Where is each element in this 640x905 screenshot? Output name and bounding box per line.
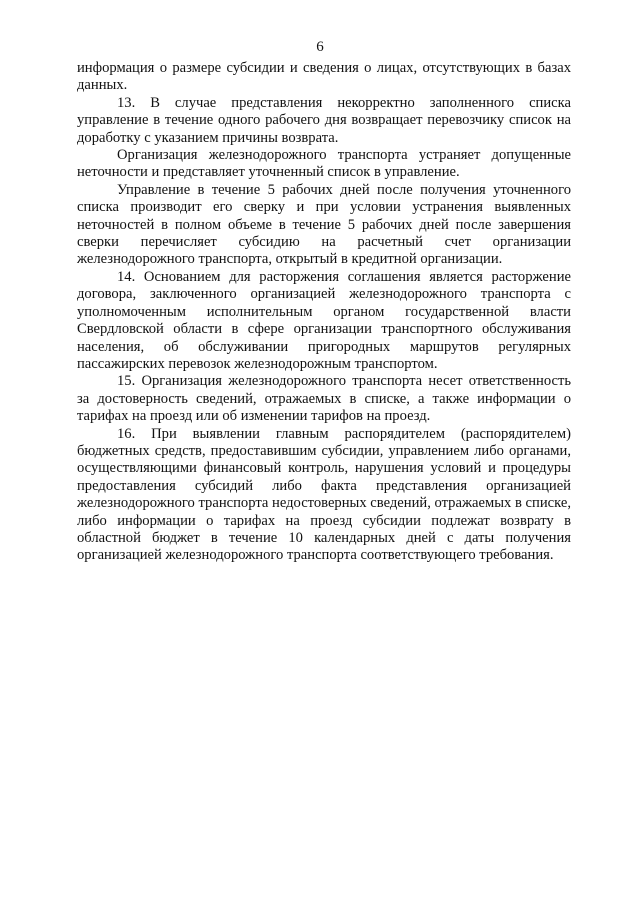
paragraph-corrections: Организация железнодорожного транспорта устраняет допущенные неточности и представляет уточненный список в управление. [77, 147, 571, 181]
page-number: 6 [316, 39, 324, 55]
paragraph-item-15: 15. Организация железнодорожного транспорта несет ответственность за достоверность сведений, отражаемых в списке, а также информации о тарифах на проезд или об изменении тарифов на проезд. [77, 373, 571, 425]
paragraph-verification: Управление в течение 5 рабочих дней после получения уточненного списка производит его сверку и при условии устранения выявленных неточностей в полном объеме в течение 5 рабочих дней после завершения сверки перечисляет субсидию на расчетный счет организации железнодорожного транспорта, открытый в кредитной организации. [77, 181, 571, 268]
paragraph-item-14: 14. Основанием для расторжения соглашения является расторжение договора, заключенного организацией железнодорожного транспорта с уполномоченным исполнительным органом государственной власти Свердловской области в сфере организации транспортного обслуживания населения, об обслуживании пригородных маршрутов регулярных пассажирских перевозок железнодорожным транспортом. [77, 268, 571, 372]
paragraph-continuation: информация о размере субсидии и сведения о лицах, отсутствующих в базах данных. [77, 60, 571, 94]
paragraph-item-16: 16. При выявлении главным распорядителем (распорядителем) бюджетных средств, предоставившим субсидии, управлением либо органами, осуществляющими финансовый контроль, нарушения условий и процедуры предоставления субсидий либо факта представления организацией железнодорожного транспорта недостоверных сведений, отражаемых в списке, либо информации о тарифах на проезд субсидии подлежат возврату в областной бюджет в течение 10 календарных дней с даты получения организацией железнодорожного транспорта соответствующего требования. [77, 425, 571, 564]
paragraph-item-13: 13. В случае представления некорректно заполненного списка управление в течение одного рабочего дня возвращает перевозчику список на доработку с указанием причины возврата. [77, 94, 571, 146]
document-body [77, 60, 571, 565]
